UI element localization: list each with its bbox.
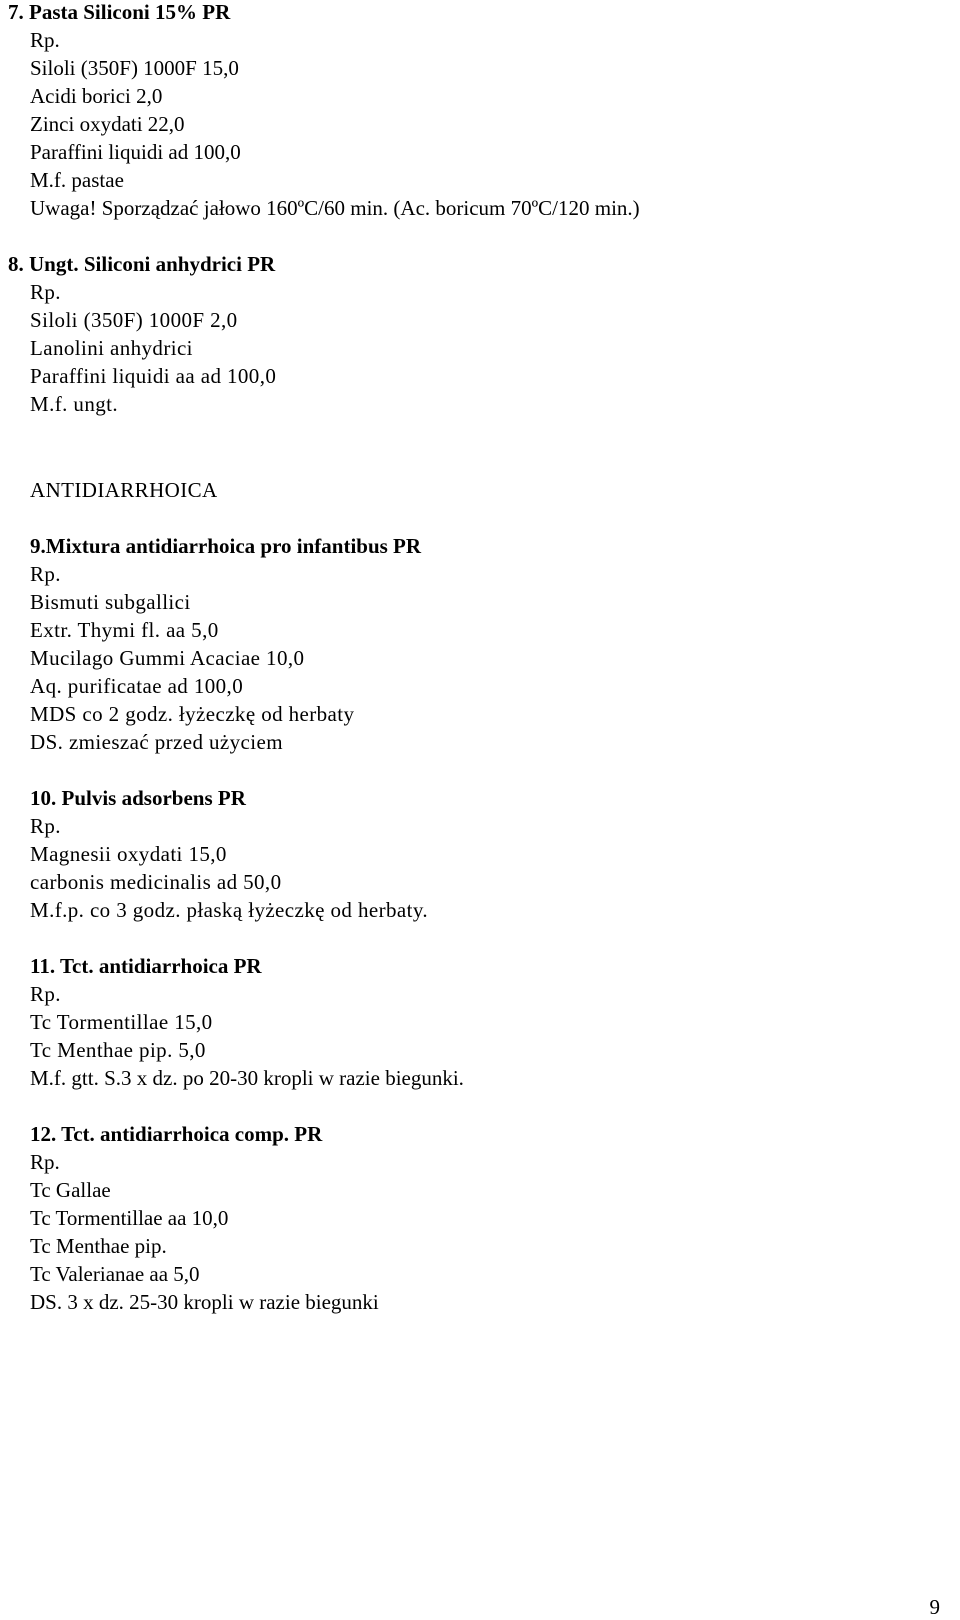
section-7-title: 7. Pasta Siliconi 15% PR	[8, 0, 231, 24]
section-8-title	[8, 252, 275, 276]
section-8-line: Siloli (350F) 1000F 2,0	[30, 308, 238, 332]
section-7-line: Uwaga! Sporządzać jałowo 160ºC/60 min. (Ac. boricum 70ºC/120 min.)	[30, 196, 640, 220]
section-11-line: M.f. gtt. S.3 x dz. po 20-30 kropli w razie biegunki.	[30, 1066, 464, 1090]
section-11-line: Rp.	[30, 982, 61, 1006]
section-8-line: Lanolini anhydrici	[30, 336, 193, 360]
section-9-line: DS. zmieszać przed użyciem	[30, 730, 283, 754]
section-7-line: Zinci oxydati 22,0	[30, 112, 185, 136]
section-8-line: Paraffini liquidi aa ad 100,0	[30, 364, 277, 388]
section-9-line: MDS co 2 godz. łyżeczkę od herbaty	[30, 702, 355, 726]
section-7-line: Rp.	[30, 28, 60, 52]
section-12-line: Rp.	[30, 1150, 60, 1174]
page-number: 9	[929, 1595, 940, 1619]
section-12-line: Tc Menthae pip.	[30, 1234, 167, 1258]
section-11-line: Tc Menthae pip. 5,0	[30, 1038, 206, 1062]
section-7-line: Paraffini liquidi ad 100,0	[30, 140, 241, 164]
section-9-title: 9.Mixtura antidiarrhoica pro infantibus PR	[30, 534, 422, 558]
section-9-line: Mucilago Gummi Acaciae 10,0	[30, 646, 305, 670]
section-12-line: Tc Gallae	[30, 1178, 111, 1202]
section-8-line: M.f. ungt.	[30, 392, 118, 416]
section-9-line: Aq. purificatae ad 100,0	[30, 674, 244, 698]
section-11-line: Tc Tormentillae 15,0	[30, 1010, 213, 1034]
section-12-line: DS. 3 x dz. 25-30 kropli w razie biegunki	[30, 1290, 379, 1314]
section-7-line: Acidi borici 2,0	[30, 84, 163, 108]
section-10-line: M.f.p. co 3 godz. płaską łyżeczkę od herbaty.	[30, 898, 428, 922]
section-9-line: Rp.	[30, 562, 61, 586]
section-12-line: Tc Tormentillae aa 10,0	[30, 1206, 229, 1230]
section-9-line: Extr. Thymi fl. aa 5,0	[30, 618, 219, 642]
section-8-line: Rp.	[30, 280, 61, 304]
section-12-title: 12. Tct. antidiarrhoica comp. PR	[30, 1122, 323, 1146]
section-8-title-rest: Siliconi anhydrici PR	[83, 252, 276, 276]
section-10-title: 10. Pulvis adsorbens PR	[30, 786, 246, 810]
section-10-line: carbonis medicinalis ad 50,0	[30, 870, 282, 894]
section-12-line: Tc Valerianae aa 5,0	[30, 1262, 200, 1286]
section-7-line: Siloli (350F) 1000F 15,0	[30, 56, 239, 80]
section-10-line: Rp.	[30, 814, 61, 838]
section-7-line: M.f. pastae	[30, 168, 124, 192]
section-11-title: 11. Tct. antidiarrhoica PR	[30, 954, 262, 978]
section-10-line: Magnesii oxydati 15,0	[30, 842, 227, 866]
section-9-line: Bismuti subgallici	[30, 590, 191, 614]
antidiarrhoica-heading: ANTIDIARRHOICA	[30, 478, 218, 502]
section-8-title-bold: 8. Ungt.	[8, 252, 79, 276]
